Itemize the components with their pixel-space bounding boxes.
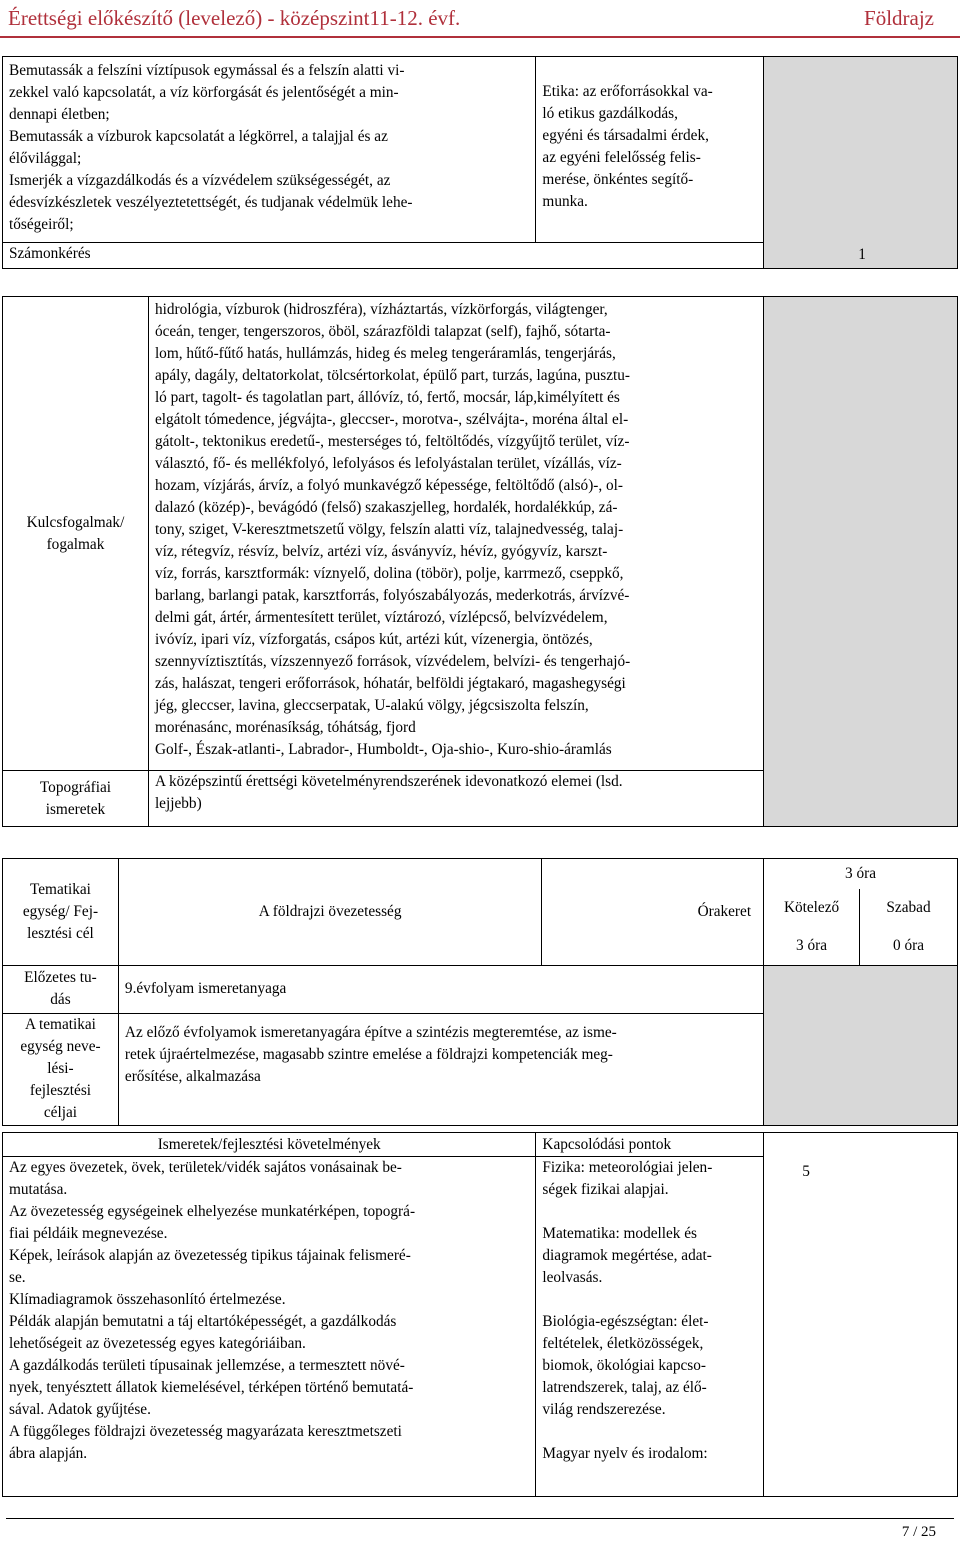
hours-total: 3 óra: [764, 859, 958, 889]
goals-label: A tematikai egység neve- lési- fejlesztési céljai: [3, 1013, 119, 1125]
free-cell: [860, 889, 958, 966]
req-text: Az egyes övezetek, övek, területek/vidék sajátos vonásainak be- mutatása. Az övezetesség egységeinek elhelyezése munkatérképen, topográ- fiai példáik megnevezése. Képek, leírások alapján az övezetesség tipikus tájainak felismeré- se. Klímadiagramok összehasonlító értelmezése. Példák alapján bemutatni a táj eltartóképességét, a gazdálkodás lehetőségeit az övezetesség egyes kategóriáiban. A gazdálkodás területi típusainak jellemzése, a termesztett növé- nyek, tenyésztett állatok kiemelésével, térképen történő bemutatá- sával. Adatok gyűjtése. A függőleges földrajzi övezetesség magyarázata keresztmetszeti ábra alapján.: [3, 1157, 536, 1497]
footer-rule: [6, 1518, 954, 1519]
header-course-title: Érettségi előkészítő (levelező) - középszint11-12. évf.: [8, 6, 461, 30]
mandatory-hours: 3 óra: [796, 936, 828, 954]
topo-label: Topográfiai ismeretek: [3, 771, 149, 827]
mandatory-label: Kötelező: [783, 898, 840, 916]
prior-text: 9.évfolyam ismeretanyaga: [118, 965, 763, 1013]
unit-grey-cell: [764, 965, 958, 1125]
req-hours: 5: [802, 1163, 810, 1180]
hours-cell-grey: [764, 57, 958, 269]
header-subject: Földrajz: [864, 6, 934, 30]
requirements-table: [2, 1132, 958, 1497]
req-header: Ismeretek/fejlesztési követelmények: [3, 1133, 536, 1157]
goals-text: Bemutassák a felszíni víztípusok egymással és a felszín alatti vi- zekkel való kapcsolatát, a víz körforgását és jelentőségét a min- dennapi életben; Bemutassák a vízburok kapcsolatát a légkörrel, a talajjal és az élővilággal; Ismerjék a vízgazdálkodás és a vízvédelem szükségességét, az édesvízkészletek veszélyeztetettségét, és tudjanak védelmük lehe- tőségeiről;: [3, 57, 536, 243]
goals-unit-text: Az előző évfolyamok ismeretanyagára építve a szintézis megteremtése, az isme- retek újraértelmezése, magasabb szintre emelése a földrajzi kompetenciák meg- erősítése, alkalmazása: [118, 1013, 763, 1125]
header-rule: [0, 36, 960, 38]
mandatory-cell: [764, 889, 860, 966]
goals-table: [2, 56, 958, 269]
hours-label: Órakeret: [542, 859, 764, 966]
page-number: 7 / 25: [901, 1524, 936, 1540]
concepts-label: Kulcsfogalmak/ fogalmak: [3, 297, 149, 771]
concepts-table: [2, 296, 958, 827]
ethics-text: Etika: az erőforrásokkal va- ló etikus gazdálkodás, egyéni és társadalmi érdek, az egyéni felelősség felis- merése, önkéntes segítő- munka.: [536, 57, 764, 243]
unit-title: A földrajzi övezetesség: [118, 859, 541, 966]
topo-text: A középszintű érettségi követelményrendszerének idevonatkozó elemei (lsd. lejjebb): [148, 771, 763, 827]
assessment-label: Számonkérés: [3, 243, 764, 269]
unit-table: [2, 858, 958, 1126]
prior-label: Előzetes tu- dás: [3, 965, 119, 1013]
concepts-grey-cell: [764, 297, 958, 827]
page-header: [0, 0, 960, 38]
links-header: Kapcsolódási pontok: [536, 1133, 764, 1157]
concepts-text: hidrológia, vízburok (hidroszféra), vízháztartás, vízkörforgás, világtenger, óceán, tenger, tengerszoros, öböl, szárazföldi talapzat (self), fajhő, sótarta- lom, hűtő-fűtő hatás, hullámzás, hideg és meleg tengeráramlás, tengerjárás, apály, dagály, deltatorkolat, tölcsértorkolat, épülő part, turzás, lagúna, pusztu- ló part, tagolt- és tagolatlan part, állóvíz, tó, fertő, mocsár, láp,kimélyített és elgátolt tómedence, jégvájta-, gleccser-, morotva-, szélvájta-, moréna által el- gátolt-, tektonikus eredetű-, mesterséges tó, feltöltődés, vízgyűjtő terület, víz- választó, fő- és mellékfolyó, lefolyásos és lefolyástalan terület, vízállás, víz- hozam, vízjárás, árvíz, a folyó munkavégző képessége, feltöltődő (alsó)-, ol- dalazó (közép)-, bevágódó (felső) szakaszjelleg, hordalék, hordalékkúp, zá- tony, sziget, V-keresztmetszetű völgy, felszín alatti víz, talajnedvesség, talaj- víz, rétegvíz, résvíz, belvíz, artézi víz, ásványvíz, hévíz, gyógyvíz, karszt- víz, forrás, karsztformák: víznyelő, dolina (töbör), polje, karrmező, cseppkő, barlang, barlangi patak, karsztforrás, folyószabályozás, mederkotrás, árvízvé- delmi gát, ártér, ármentesített terület, víztározó, vízlépcső, belvízvédelem, ivóvíz, ipari víz, vízforgatás, csápos kút, artézi kút, vízenergia, öntözés, szennyvíztisztítás, vízszennyező források, vízvédelem, belvízi- és tengerhajó- zás, halászat, tengeri erőforrások, hóhatár, belföldi jégtakaró, magashegységi jég, gleccser, lavina, gleccserpatak, U-alakú völgy, jégcsiszolta felszín, morénasánc, morénasíkság, tóhátság, fjord Golf-, Észak-atlanti-, Labrador-, Humboldt-, Oja-shio-, Kuro-shio-áramlás: [148, 297, 763, 771]
free-label: Szabad: [886, 898, 931, 916]
assessment-hours: 1: [858, 246, 866, 263]
links-text: Fizika: meteorológiai jelen- ségek fizikai alapjai. Matematika: modellek és diagramok megértése, adat- leolvasás. Biológia-egészségtan: élet- feltételek, életközösségek, biomok, ökológiai kapcso- latrendszerek, talaj, az élő- világ rendszerezése. Magyar nyelv és irodalom:: [536, 1157, 764, 1497]
req-hours-cell: [764, 1133, 958, 1497]
free-hours: 0 óra: [893, 936, 925, 954]
unit-label: Tematikai egység/ Fej- lesztési cél: [3, 859, 119, 966]
